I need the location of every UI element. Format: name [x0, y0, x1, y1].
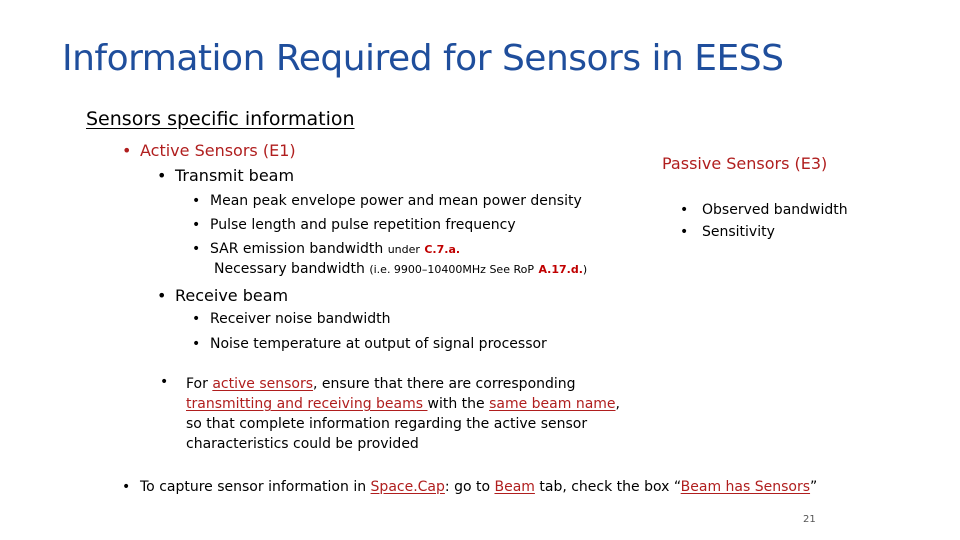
bullet-icon: • — [122, 479, 131, 495]
list-item: • Mean peak envelope power and mean power density — [192, 193, 582, 209]
sar-bandwidth-item: • SAR emission bandwidth under C.7.a. — [192, 241, 461, 257]
receive-beam-item — [157, 286, 288, 305]
bullet-icon: • — [157, 166, 167, 185]
list-item: • Noise temperature at output of signal processor — [192, 336, 547, 352]
list-item: • Sensitivity — [680, 224, 775, 240]
note-line-3: so that complete information regarding the active sensor — [186, 416, 588, 432]
bullet-icon: • — [122, 141, 132, 160]
bullet-icon: • — [160, 374, 169, 390]
list-item: • Receiver noise bandwidth — [192, 311, 391, 327]
bullet-icon: • — [192, 193, 201, 209]
slide-title: Information Required for Sensors in EESS — [62, 38, 784, 79]
list-item: • Observed bandwidth — [680, 202, 848, 218]
bullet-icon: • — [192, 217, 201, 233]
bullet-icon: • — [680, 224, 689, 240]
note-line-2: transmitting and receiving beams with the same beam name, — [186, 396, 620, 412]
active-sensors-heading: Active Sensors (E1) — [140, 141, 296, 160]
note-line-1: For active sensors, ensure that there are corresponding — [186, 376, 576, 392]
passive-sensors-heading: Passive Sensors (E3) — [662, 154, 828, 173]
emphasis-active-sensors: active sensors — [212, 376, 314, 392]
rop-reference: A.17.d. — [538, 263, 583, 276]
emphasis-beam-has-sensors: Beam has Sensors — [680, 479, 811, 495]
spacecap-instruction: • To capture sensor information in Space.Cap: go to Beam tab, check the box “Beam has Sensors” — [122, 479, 818, 495]
emphasis-tx-rx-beams: transmitting and receiving beams — [186, 396, 428, 412]
active-sensors-note — [160, 374, 620, 452]
bullet-icon: • — [157, 286, 167, 305]
bullet-icon: • — [192, 241, 201, 257]
bullet-icon: • — [192, 336, 201, 352]
page-number: 21 — [803, 514, 816, 525]
bullet-icon: • — [680, 202, 689, 218]
emphasis-beam-tab: Beam — [494, 479, 535, 495]
transmit-beam-label: Transmit beam — [175, 166, 295, 185]
list-item: • Pulse length and pulse repetition frequency — [192, 217, 516, 233]
necessary-bandwidth-line: Necessary bandwidth (i.e. 9900–10400MHz See RoP A.17.d.) — [214, 261, 588, 277]
note-line-4: characteristics could be provided — [186, 436, 419, 452]
active-sensors-item — [122, 141, 296, 160]
transmit-beam-item — [157, 166, 294, 185]
rop-reference: C.7.a. — [424, 243, 461, 256]
bullet-icon: • — [192, 311, 201, 327]
section-subheading: Sensors specific information — [86, 108, 355, 130]
emphasis-same-beam-name: same beam name — [489, 396, 616, 412]
receive-beam-label: Receive beam — [175, 286, 289, 305]
emphasis-spacecap: Space.Cap — [370, 479, 445, 495]
